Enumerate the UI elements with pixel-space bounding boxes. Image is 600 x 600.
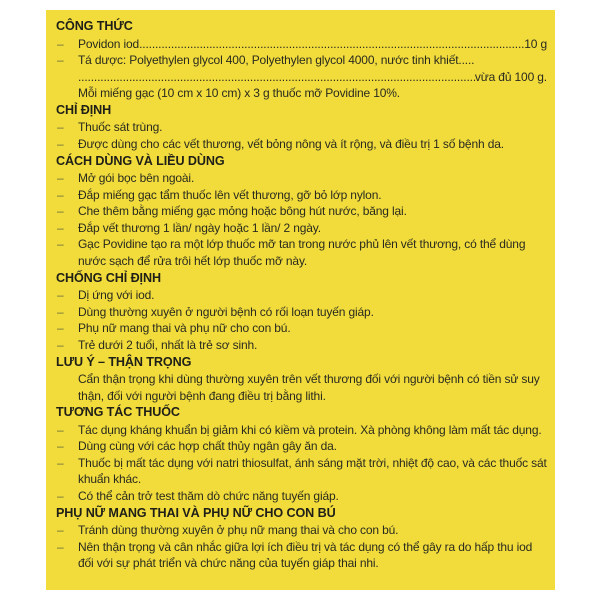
- list-item: – Trẻ dưới 2 tuổi, nhất là trẻ sơ sinh.: [57, 337, 258, 352]
- list-item: – Tác dụng kháng khuẩn bị giảm khi có kiềm và protein. Xà phòng không làm mất tác dụng.: [57, 422, 542, 437]
- list-item: – Thuốc sát trùng.: [57, 120, 163, 135]
- list-item: – Đắp miếng gạc tẩm thuốc lên vết thương, gỡ bỏ lớp nylon.: [57, 187, 382, 202]
- section-heading: CHỈ ĐỊNH: [56, 102, 112, 117]
- list-item: – Che thêm bằng miếng gạc mỏng hoặc bông hút nước, băng lại.: [57, 204, 407, 219]
- section-dosage: [56, 153, 547, 270]
- leader-dots: [78, 69, 475, 86]
- section-heading: CHỐNG CHỈ ĐỊNH: [56, 270, 161, 285]
- list-item: – Phụ nữ mang thai và phụ nữ cho con bú.: [57, 321, 291, 336]
- list-item: – Gạc Povidine tạo ra một lớp thuốc mỡ tan trong nước phủ lên vết thương, có thể dùng nước sạch để rửa trôi hết lớp thuốc mỡ này.: [57, 237, 526, 269]
- precautions-paragraph: Cẩn thận trọng khi dùng thường xuyên trên vết thương đối với người bệnh có tiền sử suy thận, đối với người bệnh đang điều trị bằng lithi.: [78, 372, 540, 403]
- section-contraindications: [56, 270, 547, 354]
- section-pregnancy: [56, 505, 547, 572]
- section-heading: CÔNG THỨC: [56, 19, 133, 33]
- bullet-dash: –: [57, 53, 64, 68]
- section-interactions: [56, 404, 547, 504]
- list-item: – Povidon iod ..... 10 g: [56, 36, 547, 53]
- section-composition: [56, 18, 547, 102]
- list-item: – Được dùng cho các vết thương, vết bỏng nông và ít rộng, và điều trị 1 số bệnh da.: [57, 136, 504, 151]
- section-heading: CÁCH DÙNG VÀ LIỀU DÙNG: [56, 153, 225, 168]
- list-item: – Nên thận trọng và cân nhắc giữa lợi ích điều trị và tác dụng có thể gây ra do hấp thu iod đối với sự phát triển và chức năng của tuyến giáp thai nhi.: [57, 539, 533, 571]
- package-insert-panel: [46, 10, 555, 590]
- list-item: – Tránh dùng thường xuyên ở phụ nữ mang thai và cho con bú.: [57, 523, 399, 538]
- list-item: – Đắp vết thương 1 lần/ ngày hoặc 1 lần/ 2 ngày.: [57, 220, 321, 235]
- section-indications: [56, 102, 547, 153]
- section-heading: PHỤ NỮ MANG THAI VÀ PHỤ NỮ CHO CON BÚ: [56, 505, 336, 520]
- leader-dots: [139, 36, 524, 53]
- list-item: – Dị ứng với iod.: [57, 288, 155, 303]
- section-heading: LƯU Ý – THẬN TRỌNG: [56, 354, 192, 369]
- list-item: – Mở gói bọc bên ngoài.: [57, 171, 195, 186]
- list-item: – Dùng thường xuyên ở người bệnh có rối loạn tuyến giáp.: [57, 304, 374, 319]
- composition-note: Mỗi miếng gạc (10 cm x 10 cm) x 3 g thuốc mỡ Povidine 10%.: [78, 86, 400, 101]
- list-item: – Tá dược: Polyethylen glycol 400, Polyethylen glycol 4000, nước tinh khiết..... ..... vừa đủ 100 g.: [56, 52, 547, 85]
- bullet-dash: –: [57, 36, 64, 51]
- section-precautions: [56, 354, 547, 405]
- list-item: – Có thể cản trở test thăm dò chức năng tuyến giáp.: [57, 489, 339, 504]
- list-item: – Thuốc bị mất tác dụng với natri thiosulfat, ánh sáng mặt trời, nhiệt độ cao, và các thuốc sát khuẩn khác.: [57, 455, 547, 487]
- section-heading: TƯƠNG TÁC THUỐC: [56, 405, 180, 420]
- list-item: – Dùng cùng với các hợp chất thủy ngân gây ăn da.: [57, 439, 337, 454]
